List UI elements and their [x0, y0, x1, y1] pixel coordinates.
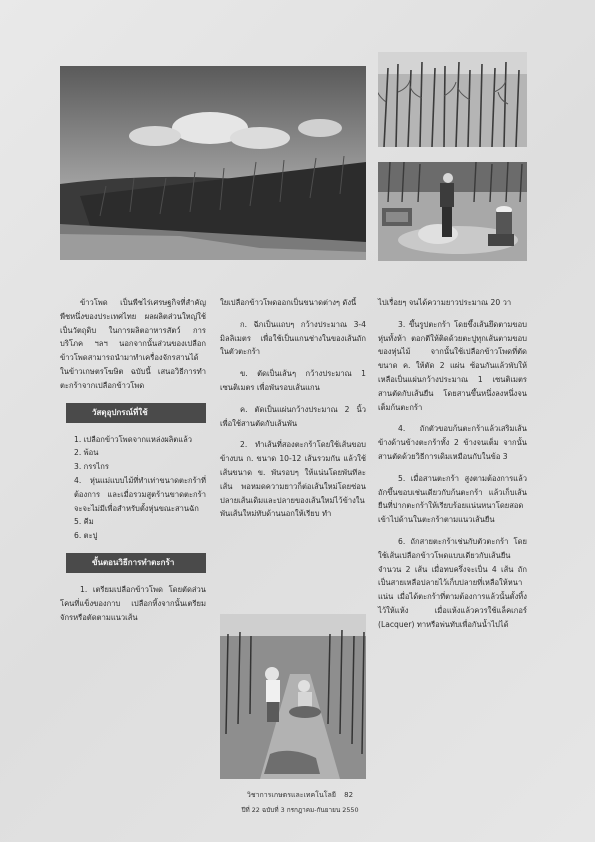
material-item: 4. หุ่นแม่แบบไม้ที่ทำเท่าขนาดตะกร้าที่ต้องการ และเมื่อรวมสูตร้านขาดตะกร้าจะจะไม่มีเพื่อสำหรับตั้งหุ่นขณะสานฉัก — [74, 475, 206, 513]
step-item: ค. ตัดเป็นแผ่นกว้างประมาณ 2 นิ้ว เพื่อใช้สานตัดกับเส้นพัน — [220, 404, 366, 428]
step-item: ข. ตัดเป็นเส้นๆ กว้างประมาณ 1 เซนติเมตร เพื่อพันรอบเส้นแกน — [220, 369, 366, 392]
issue-line: ปีที่ 22 ฉบับที่ 3 กรกฎาคม-กันยายน 2550 — [241, 806, 359, 814]
column-2 — [220, 296, 366, 521]
step-item: 4. ถักตัวขอบก้นตะกร้าแล้วเสริมเส้นข้างด้านข้างตะกร้าทั้ง 2 ข้างจนเต็ม จากนั้นสานตัดด้วยวิธีการเดิมเหมือนกับในข้อ 3 — [378, 424, 527, 461]
step-item: ก. ฉีกเป็นแถบๆ กว้างประมาณ 3-4 มิลลิเมตร เพื่อใช้เป็นแกนช่างในของเส้นถักในตัวตะกร้า — [220, 319, 366, 357]
material-item: 6. ตะปู — [74, 531, 98, 541]
photo-farmers-harvest — [378, 162, 527, 261]
column-1 — [60, 296, 206, 624]
photo-workers-corn — [220, 614, 366, 779]
material-item: 5. คีม — [74, 517, 94, 527]
issue-info — [180, 805, 420, 815]
material-item: 3. กรรไกร — [74, 462, 109, 472]
step-item: 3. ขึ้นรูปตะกร้า โดยขึ้งเส้นยึดตามขอบหุ่นทั้งห้า ตอกตีให้ติดด้วยตะปูทุกเส้นตามขอบของหุ่นไม้ จากนั้นใช้เปลือกข้าวโพดที่ตัดขนาด ค. ให้ตัด 2 แผ่น ซ้อนกันแล้วพับให้เหลือเป็นแผ่นกว้างประมาณ 1 เซนติเมตร สานตัดกับเส้นยืน โดยสานขึ้นหนึ่งลงหนึ่งจนเต็มก้นตะกร้า — [378, 319, 527, 412]
page-footer — [180, 790, 420, 801]
step-1-paragraph: 1. เตรียมเปลือกข้าวโพด โดยตัดส่วนโคนที่แข็งของกาบ เปลือกทิ้งจากนั้นเตรียมจักรหรือตัดตามแนวเส้น — [60, 584, 206, 622]
material-item: 1. เปลือกข้าวโพดจากแหล่งผลิตแล้ว — [74, 434, 193, 444]
materials-heading: วัสดุอุปกรณ์ที่ใช้ — [66, 403, 206, 423]
step-item: 6. ถักสายตะกร้าเช่นกับตัวตะกร้า โดยใช้เส้นเปลือกข้าวโพดแบบเดียวกับเส้นยืน จำนวน 2 เส้น เมื่อทบครึ่งจะเป็น 4 เส้น ถักเป็นสายเหลือปลายไว้เก็บปลายที่เหลือให้หนาแน่น เมื่อได้ตะกร้าที่ตามต้องการแล้วนั้นตั้งทิ้งไว้ให้แห้ง เมื่อแห้งแล้วควรใช้แล็คเกอร์ (Lacquer) ทาหรือพ่นทับเพื่อกันน้ำไปได้ — [378, 536, 527, 629]
page-number: 82 — [344, 791, 354, 799]
column-2-continuation: ใยเปลือกข้าวโพดออกเป็นขนาดต่างๆ ดังนี้ — [220, 298, 357, 307]
material-item: 2. พ้อน — [74, 448, 99, 458]
journal-name: วิชาการเกษตรและเทคโนโลยี — [246, 791, 336, 799]
steps-heading: ขั้นตอนวิธีการทำตะกร้า — [66, 553, 206, 573]
photo-field-sky — [60, 66, 366, 260]
column-3 — [378, 296, 527, 632]
step-item: 5. เมื่อสานตะกร้า สูงตามต้องการแล้ว ถักขึ้นขอบเช่นเดียวกับก้นตะกร้า แล้วเก็บเส้นยืนที่ปากตะกร้าให้เรียบร้อยแน่นหนาโดยสอดเข้าไปด้านในตะกร้าตามแนวเส้นยืน — [378, 473, 527, 525]
step-item: 2. ทำเส้นที่สองตะกร้าโดยใช้เส้นขอบข้างบน ก. ขนาด 10-12 เส้นรวมกัน แล้วใช้เส้นขนาด ข. พันรอบๆ ให้แน่นโดยพันทีละเส้น พอหมดความยาวก็ต่อเส้นใหม่โดยซ่อนปลายเส้นเดิมและปลายของเส้นใหม่ไว้ข้างในพันเส้นใหม่ทับด้านนอกให้เรียบ ทำ — [220, 440, 366, 519]
intro-paragraph: ข้าวโพด เป็นพืชไร่เศรษฐกิจที่สำคัญพืชหนึ่งของประเทศไทย ผลผลิตส่วนใหญ่ใช้เป็นวัตถุดิบ ในการผลิตอาหารสัตว์ การบริโภค ฯลฯ นอกจากนั้นส่วนของเปลือกข้าวโพดสามารถนำมาทำเครื่องจักรสานได้ ในข้าวเกษตรโฆษิต ฉบับนี้ เสนอวิธีการทำตะกร้าจากเปลือกข้าวโพด — [60, 298, 206, 390]
photo-field-corn — [378, 52, 527, 147]
column-3-continuation: ไปเรื่อยๆ จนได้ความยาวประมาณ 20 วา — [378, 298, 512, 307]
